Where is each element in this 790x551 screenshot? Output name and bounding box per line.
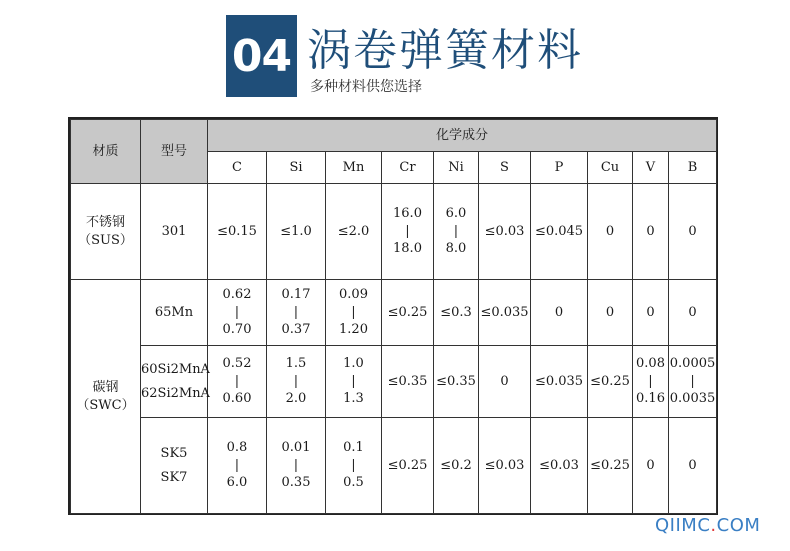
cell-line: | [234, 304, 240, 320]
cell-line: 0.70 [222, 322, 252, 338]
cell-line: | [648, 373, 653, 389]
header-element: C [208, 152, 267, 184]
composition-cell: 0 [633, 280, 669, 346]
cell-line: 0.01 [281, 440, 311, 456]
cell-line: 0.62 [222, 287, 252, 303]
composition-cell: ≤0.25 [588, 418, 633, 514]
cell-line: 0.5 [343, 475, 364, 491]
composition-cell: ≤0.3 [434, 280, 479, 346]
composition-cell: ≤0.35 [434, 346, 479, 418]
composition-cell: 0 [588, 184, 633, 280]
composition-cell: ≤0.25 [588, 346, 633, 418]
cell-line: | [293, 304, 299, 320]
header-element: V [633, 152, 669, 184]
composition-cell [633, 346, 669, 418]
cell-line: 0.1 [343, 440, 364, 456]
material-label-line: 不锈钢 [85, 214, 125, 230]
composition-cell: ≤0.045 [531, 184, 588, 280]
composition-cell: ≤0.035 [531, 346, 588, 418]
cell-line: | [293, 457, 299, 473]
cell-line: 1.5 [285, 356, 307, 372]
composition-cell [326, 418, 382, 514]
materials-table-frame [68, 117, 718, 515]
header-element: S [479, 152, 531, 184]
composition-cell [382, 184, 434, 280]
composition-cell: ≤0.03 [479, 184, 531, 280]
header-element: B [669, 152, 717, 184]
watermark-left: QIIMC [655, 515, 711, 536]
header-element: Mn [326, 152, 382, 184]
cell-line: 0.8 [226, 440, 248, 456]
cell-line: 0.17 [281, 287, 311, 303]
composition-cell [208, 280, 267, 346]
cell-line: 2.0 [285, 391, 307, 407]
model-cell: 301 [141, 184, 208, 280]
cell-line: | [351, 373, 356, 389]
composition-cell: ≤0.03 [479, 418, 531, 514]
composition-cell: 0 [633, 418, 669, 514]
header-element: Ni [434, 152, 479, 184]
material-label-line: 碳钢 [92, 379, 119, 395]
cell-line: SK5 [160, 445, 188, 461]
cell-line: 0.09 [339, 287, 368, 303]
materials-table [70, 119, 717, 514]
composition-cell: ≤2.0 [326, 184, 382, 280]
cell-line: | [234, 373, 240, 389]
composition-cell: ≤1.0 [267, 184, 326, 280]
watermark-right: COM [716, 515, 761, 536]
section-number-badge: 04 [226, 15, 297, 97]
cell-line: 1.20 [339, 322, 368, 338]
composition-cell: 0 [633, 184, 669, 280]
header-element: P [531, 152, 588, 184]
cell-line: 0.60 [222, 391, 252, 407]
composition-cell [208, 418, 267, 514]
cell-line: 0.37 [281, 322, 311, 338]
material-stainless [71, 184, 141, 280]
cell-line: 16.0 [393, 206, 422, 222]
composition-cell [267, 418, 326, 514]
cell-line: 6.0 [226, 475, 248, 491]
model-cell [141, 346, 208, 418]
cell-line: 1.0 [343, 356, 364, 372]
model-cell: 65Mn [141, 280, 208, 346]
model-cell [141, 418, 208, 514]
cell-line: 0.35 [281, 475, 311, 491]
composition-cell: ≤0.2 [434, 418, 479, 514]
composition-cell: ≤0.25 [382, 280, 434, 346]
cell-line: SK7 [160, 469, 188, 485]
header-element: Cr [382, 152, 434, 184]
header-element: Cu [588, 152, 633, 184]
material-label-line: （SUS） [78, 232, 133, 248]
cell-line: 0.0035 [669, 391, 716, 407]
composition-cell [326, 280, 382, 346]
header-element: Si [267, 152, 326, 184]
cell-line: 0.52 [222, 356, 252, 372]
watermark-dot: . [710, 515, 717, 536]
cell-line: | [405, 223, 410, 239]
watermark-logo [655, 515, 760, 536]
page-subtitle: 多种材料供您选择 [310, 79, 422, 95]
cell-line: | [690, 373, 695, 389]
composition-cell: ≤0.35 [382, 346, 434, 418]
composition-cell [267, 280, 326, 346]
composition-cell: 0 [669, 418, 717, 514]
composition-cell: ≤0.035 [479, 280, 531, 346]
composition-cell: ≤0.03 [531, 418, 588, 514]
cell-line: 0.0005 [669, 356, 716, 372]
material-label-line: （SWC） [76, 397, 135, 413]
cell-line: 62Si2MnA [141, 385, 210, 401]
composition-cell: 0 [669, 184, 717, 280]
cell-line: 6.0 [445, 206, 467, 222]
composition-cell: ≤0.25 [382, 418, 434, 514]
cell-line: 0.16 [636, 391, 665, 407]
cell-line: 0.08 [636, 356, 665, 372]
composition-cell [434, 184, 479, 280]
composition-cell: 0 [531, 280, 588, 346]
page-title: 涡卷弹簧材料 [307, 25, 583, 76]
cell-line: 60Si2MnA [141, 361, 210, 377]
composition-cell [267, 346, 326, 418]
header-composition: 化学成分 [208, 120, 717, 152]
cell-line: | [351, 304, 356, 320]
composition-cell: 0 [588, 280, 633, 346]
cell-line: | [453, 223, 459, 239]
cell-line: 1.3 [343, 391, 364, 407]
header-material: 材质 [71, 120, 141, 184]
cell-line: | [234, 457, 240, 473]
composition-cell: ≤0.15 [208, 184, 267, 280]
composition-cell [326, 346, 382, 418]
cell-line: 18.0 [393, 241, 422, 257]
composition-cell: 0 [669, 280, 717, 346]
cell-line: | [351, 457, 356, 473]
material-carbon [71, 280, 141, 514]
composition-cell [208, 346, 267, 418]
composition-cell: 0 [479, 346, 531, 418]
cell-line: 8.0 [445, 241, 467, 257]
composition-cell [669, 346, 717, 418]
header-model: 型号 [141, 120, 208, 184]
cell-line: | [293, 373, 299, 389]
